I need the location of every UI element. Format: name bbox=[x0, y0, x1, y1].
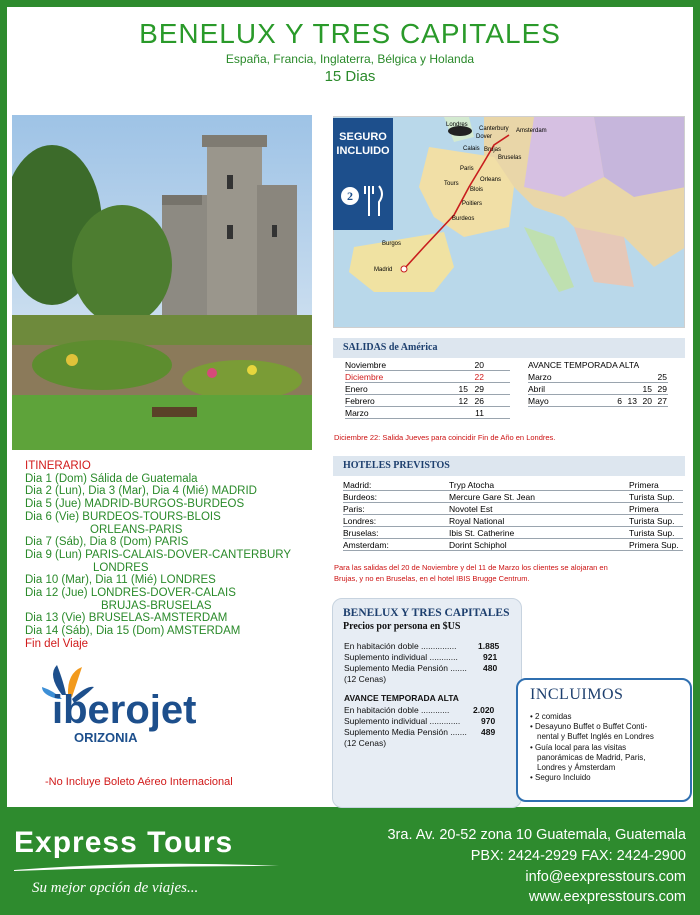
price-value: 2.020 bbox=[473, 705, 495, 715]
incluimos-item: • 2 comidas bbox=[530, 712, 690, 722]
meals-badge bbox=[333, 176, 393, 230]
salidas-month: Enero bbox=[345, 384, 368, 394]
salidas-month: Abril bbox=[528, 384, 546, 394]
salidas-day: 15 bbox=[642, 384, 652, 394]
hotel-category: Primera bbox=[629, 480, 659, 490]
price-value: 489 bbox=[481, 727, 496, 737]
map-label-brujas: Brujas bbox=[484, 147, 502, 153]
hotel-row bbox=[343, 540, 683, 551]
salidas-header: SALIDAS de América bbox=[333, 338, 685, 358]
salidas-day: 25 bbox=[657, 372, 667, 382]
incluimos-item-cont: nental y Buffet Inglés en Londres bbox=[537, 732, 654, 742]
price-note: (12 Cenas) bbox=[344, 674, 387, 684]
hotel-category: Turista Sup. bbox=[629, 528, 675, 538]
salidas-alta-row bbox=[528, 396, 668, 407]
trip-duration: 15 Dias bbox=[324, 68, 376, 85]
map-label-tours: Tours bbox=[444, 181, 459, 187]
hotel-row bbox=[343, 528, 683, 539]
hotel-city: Londres: bbox=[343, 516, 377, 526]
price-box bbox=[332, 598, 522, 808]
salidas-day: 20 bbox=[642, 396, 652, 406]
incluimos-item-cont: Londres y Ámsterdam bbox=[537, 763, 616, 773]
itinerario-day: Dia 9 (Lun) PARIS-CALAIS-DOVER-CANTERBURY bbox=[25, 548, 292, 561]
map-label-bruselas: Bruselas bbox=[498, 155, 522, 161]
salidas-row bbox=[345, 408, 510, 419]
map-label-burgos: Burgos bbox=[382, 241, 402, 247]
hotel-name: Tryp Atocha bbox=[449, 480, 495, 490]
price-label: En habitación doble ............... bbox=[344, 641, 457, 651]
salidas-day: 13 bbox=[627, 396, 637, 406]
express-tours-logo: Express Tours bbox=[14, 826, 234, 859]
salidas-day: 29 bbox=[474, 384, 484, 394]
itinerario-title: ITINERARIO bbox=[25, 460, 91, 472]
itinerario-day: Dia 5 (Jue) MADRID-BURGOS-BURDEOS bbox=[25, 498, 245, 511]
salidas-month: Diciembre bbox=[345, 372, 384, 382]
salidas-alta-title: AVANCE TEMPORADA ALTA bbox=[528, 360, 640, 370]
iberojet-logo bbox=[42, 665, 262, 745]
logo-swoosh-icon bbox=[14, 862, 279, 872]
hotel-city: Paris: bbox=[343, 504, 365, 514]
itinerario-day: Dia 14 (Sáb), Dia 15 (Dom) AMSTERDAM bbox=[25, 625, 241, 638]
salidas-row bbox=[345, 372, 510, 383]
salidas-month: Mayo bbox=[528, 396, 549, 406]
price-alta-title: AVANCE TEMPORADA ALTA bbox=[344, 693, 459, 703]
map-label-dover: Dover bbox=[476, 134, 493, 140]
itinerario-day: Dia 7 (Sáb), Dia 8 (Dom) PARIS bbox=[25, 536, 189, 549]
itinerario-day-cont: ORLEANS-PARIS bbox=[90, 523, 183, 536]
hotel-row bbox=[343, 492, 683, 503]
salidas-day: 20 bbox=[474, 360, 484, 370]
hotel-city: Bruselas: bbox=[343, 528, 379, 538]
hotel-row bbox=[343, 516, 683, 527]
hotel-row bbox=[343, 480, 683, 491]
price-value: 480 bbox=[483, 663, 498, 673]
incluimos-list bbox=[530, 712, 690, 783]
price-label: Suplemento Media Pensión ....... bbox=[344, 727, 467, 737]
salidas-month: Marzo bbox=[528, 372, 552, 382]
footer-phones: PBX: 2424-2929 FAX: 2424-2900 bbox=[470, 848, 686, 864]
hoteles-note-2: Brujas, y no en Bruselas, en el hotel IBIS Brugge Centrum. bbox=[334, 574, 530, 583]
itinerario-day-cont: BRUJAS-BRUSELAS bbox=[101, 599, 212, 612]
itinerario-day-cont: LONDRES bbox=[93, 561, 149, 574]
map-label-poitiers: Poitiers bbox=[462, 201, 483, 207]
itinerario bbox=[25, 460, 325, 651]
price-note: (12 Cenas) bbox=[344, 738, 387, 748]
map-label-canterbury: Canterbury bbox=[479, 126, 509, 132]
seguro-badge: SEGURO INCLUIDO bbox=[333, 118, 393, 176]
itinerario-day: Dia 12 (Jue) LONDRES-DOVER-CALAIS bbox=[25, 587, 236, 600]
hotel-city: Madrid: bbox=[343, 480, 372, 490]
salidas-alta-row bbox=[528, 384, 668, 395]
hoteles-note-1: Para las salidas del 20 de Noviembre y del 11 de Marzo los clientes se alojaran en bbox=[334, 563, 608, 572]
itinerario-end: Fin del Viaje bbox=[25, 637, 89, 650]
incluimos-title: INCLUIMOS bbox=[530, 686, 624, 703]
price-label: En habitación doble ............ bbox=[344, 705, 450, 715]
incluimos-item: • Desayuno Buffet o Buffet Conti- bbox=[530, 722, 690, 732]
hotel-city: Burdeos: bbox=[343, 492, 378, 502]
footer-tagline: Su mejor opción de viajes... bbox=[32, 880, 199, 896]
price-value: 1.885 bbox=[478, 641, 500, 651]
map-label-blois: Blois bbox=[470, 187, 484, 193]
salidas-note: Diciembre 22: Salida Jueves para coincidir Fin de Año en Londres. bbox=[334, 433, 556, 442]
salidas-day: 6 bbox=[617, 396, 622, 406]
salidas-month: Marzo bbox=[345, 408, 369, 418]
footer-address: 3ra. Av. 20-52 zona 10 Guatemala, Guatemala bbox=[387, 827, 686, 843]
salidas-row bbox=[345, 384, 510, 395]
map-label-madrid: Madrid bbox=[374, 267, 393, 273]
castle-photo bbox=[12, 115, 312, 450]
hotel-city: Amsterdam: bbox=[343, 540, 389, 550]
incluimos-item: • Seguro Incluido bbox=[530, 773, 690, 783]
salidas-day: 12 bbox=[458, 396, 468, 406]
hotel-name: Novotel Est bbox=[449, 504, 493, 514]
salidas-day: 22 bbox=[474, 372, 484, 382]
map-label-orleans: Orleans bbox=[480, 177, 502, 183]
map-label-amsterdam: Amsterdam bbox=[516, 128, 547, 134]
itinerario-day: Dia 6 (Vie) BURDEOS-TOURS-BLOIS bbox=[25, 510, 221, 523]
hotel-name: Mercure Gare St. Jean bbox=[449, 492, 535, 502]
page-subtitle: España, Francia, Inglaterra, Bélgica y Holanda bbox=[225, 52, 475, 66]
itinerario-day: Dia 10 (Mar), Dia 11 (Mié) LONDRES bbox=[25, 574, 216, 587]
incluimos-item: • Guía local para las visitas bbox=[530, 743, 690, 753]
salidas-day: 27 bbox=[657, 396, 667, 406]
incluimos-item-cont: panorámicas de Madrid, Paris, bbox=[537, 752, 646, 762]
itinerario-day: Dia 13 (Vie) BRUSELAS-AMSTERDAM bbox=[25, 612, 228, 625]
no-incluye-note: -No Incluye Boleto Aéreo Internacional bbox=[45, 776, 233, 788]
salidas-alta-row bbox=[528, 372, 668, 383]
price-value: 970 bbox=[481, 716, 496, 726]
hotel-name: Ibis St. Catherine bbox=[449, 528, 515, 538]
salidas-month: Febrero bbox=[345, 396, 375, 406]
itinerario-day: Dia 1 (Dom) Sálida de Guatemala bbox=[25, 472, 198, 485]
map-label-londres: Londres bbox=[446, 122, 468, 128]
brand-name: iberojet bbox=[52, 688, 197, 732]
incluimos-box bbox=[516, 678, 692, 802]
salidas-day: 29 bbox=[657, 384, 667, 394]
salidas-day: 15 bbox=[458, 384, 468, 394]
hotel-category: Primera Sup. bbox=[629, 540, 679, 550]
hotel-name: Dorint Schiphol bbox=[449, 540, 507, 550]
hotel-category: Turista Sup. bbox=[629, 516, 675, 526]
price-box-title: BENELUX Y TRES CAPITALES bbox=[343, 607, 510, 619]
price-box-subtitle: Precios por persona en $US bbox=[343, 621, 461, 632]
meals-count: 2 bbox=[347, 189, 353, 203]
salidas-row bbox=[345, 360, 510, 371]
map-label-burdeos: Burdeos bbox=[452, 216, 475, 222]
fork-knife-icon bbox=[365, 186, 382, 216]
price-label: Suplemento Media Pensión ....... bbox=[344, 663, 467, 673]
hotel-category: Primera bbox=[629, 504, 659, 514]
footer-email[interactable]: info@eexpresstours.com bbox=[525, 869, 686, 885]
hotel-category: Turista Sup. bbox=[629, 492, 675, 502]
map-label-calais: Calais bbox=[463, 146, 480, 152]
hotel-row bbox=[343, 504, 683, 515]
salidas-row bbox=[345, 396, 510, 407]
page-title: BENELUX Y TRES CAPITALES bbox=[139, 18, 561, 49]
salidas-day: 26 bbox=[474, 396, 484, 406]
brand-sub: ORIZONIA bbox=[74, 730, 138, 745]
hotel-name: Royal National bbox=[449, 516, 505, 526]
price-label: Suplemento individual ............. bbox=[344, 716, 461, 726]
price-value: 921 bbox=[483, 652, 498, 662]
hoteles-header: HOTELES PREVISTOS bbox=[333, 456, 685, 476]
salidas-month: Noviembre bbox=[345, 360, 387, 370]
map-label-paris: Paris bbox=[460, 166, 474, 172]
footer-website[interactable]: www.eexpresstours.com bbox=[528, 889, 686, 905]
price-label: Suplemento individual ............ bbox=[344, 652, 458, 662]
itinerario-day: Dia 2 (Lun), Dia 3 (Mar), Dia 4 (Mié) MADRID bbox=[25, 485, 257, 498]
salidas-day: 11 bbox=[475, 408, 484, 418]
